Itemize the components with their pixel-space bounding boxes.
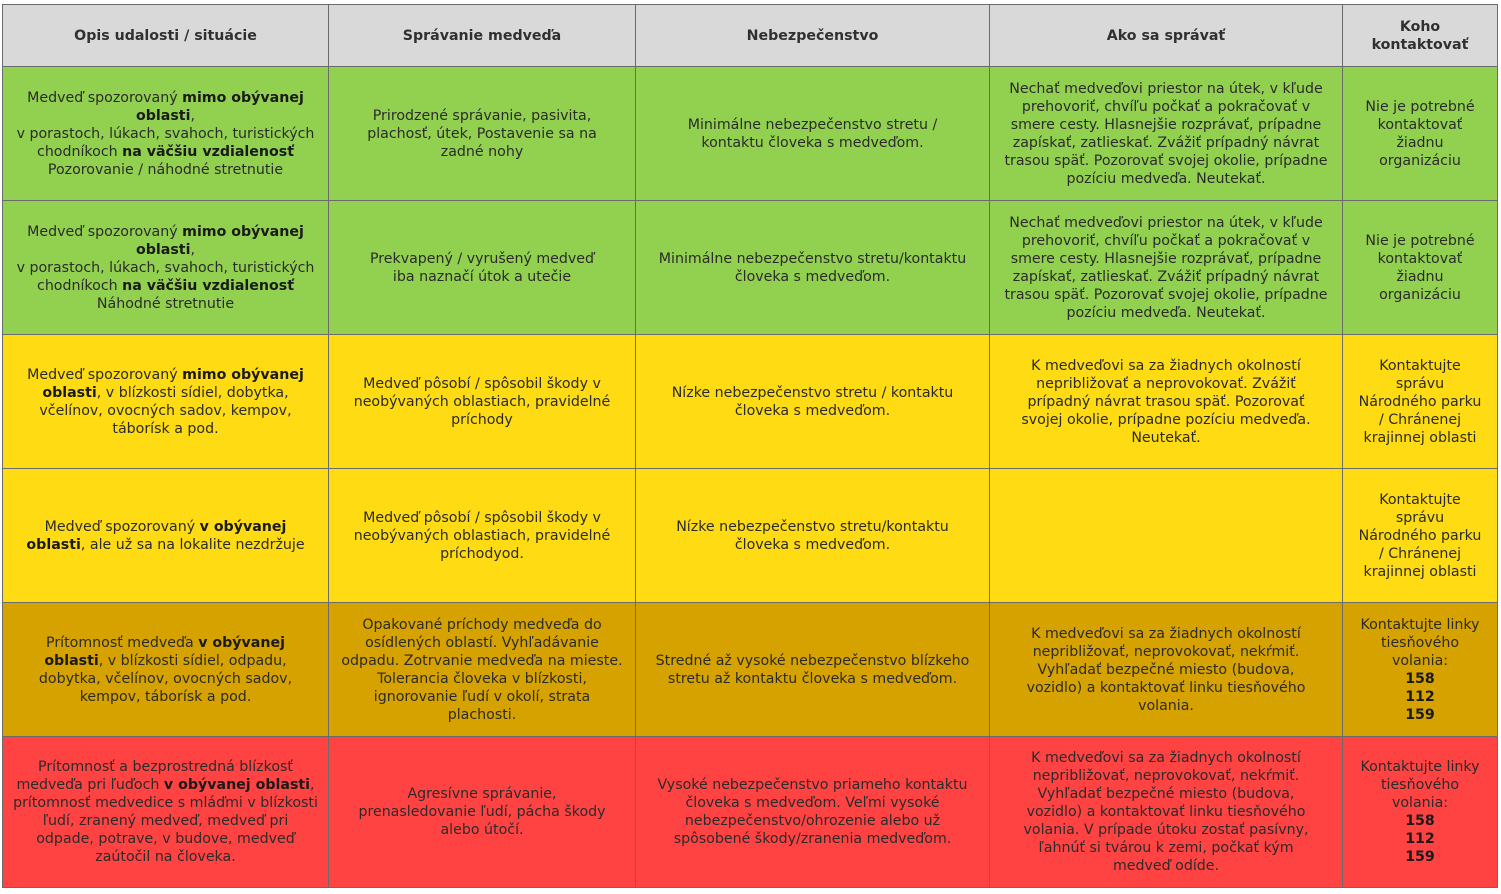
situation-text: Medveď spozorovaný (27, 366, 183, 383)
situation-text: v porastoch, lúkach, svahoch, turistických chodníkoch (16, 259, 315, 294)
header-behavior: Správanie medveďa (329, 5, 636, 67)
behavior-cell: Medveď pôsobí / spôsobil škody v neobývaných oblastiach, pravidelné príchodyod. (329, 469, 636, 603)
situation-text: v porastoch, lúkach, svahoch, turistických chodníkoch (16, 125, 315, 160)
emergency-number: 158 (1405, 670, 1435, 687)
emergency-number: 158 (1405, 813, 1435, 829)
header-contact: Koho kontaktovať (1343, 5, 1498, 67)
situation-text: Medveď spozorovaný (27, 223, 183, 240)
situation-text: Medveď spozorovaný (44, 518, 200, 535)
situation-emphasis: mimo obývanej oblasti (136, 89, 304, 124)
situation-text: , v blízkosti sídiel, dobytka, včelínov, ovocných sadov, kempov, táborísk a pod. (39, 384, 292, 437)
advice-cell: Nechať medveďovi priestor na útek, v kľude prehovoriť, chvíľu počkať a pokračovať v smere cesty. Hlasnejšie rozprávať, prípadne zapískať, zatlieskať. Zvážiť prípadný návrat trasou späť. Pozorovať svojej okolie, prípadne pozíciu medveďa. Neutekať. (990, 67, 1343, 201)
situation-emphasis: mimo obývanej oblasti (42, 366, 304, 401)
situation-emphasis: v obývanej oblasti (44, 634, 285, 669)
situation-cell (3, 67, 329, 201)
advice-cell: K medveďovi sa za žiadnych okolností nepribližovať a neprovokovať. Zvážiť prípadný návrat trasou späť. Pozorovať svojej okolie, prípadne pozíciu medveďa. Neutekať. (990, 335, 1343, 469)
table-row (3, 335, 1498, 469)
situation-text: , ale už sa na lokalite nezdržuje (80, 536, 305, 553)
contact-text: Kontaktujte linky tiesňového volania: (1360, 759, 1480, 811)
situation-text: Náhodné stretnutie (96, 295, 235, 312)
situation-emphasis: v obývanej oblasti (26, 518, 287, 553)
advice-cell (990, 469, 1343, 603)
advice-cell: K medveďovi sa za žiadnych okolností nepribližovať, neprovokovať, nekŕmiť. Vyhľadať bezpečné miesto (budova, vozidlo) a kontaktovať linku tiesňového volania. (990, 603, 1343, 737)
situation-text: , prítomnosť medvedice s mláďmi v blízkosti ľudí, zranený medveď, medveď pri odpade, potrave, v budove, medveď zaútočil na človeka. (13, 777, 318, 865)
table-row (3, 469, 1498, 603)
emergency-number: 112 (1405, 688, 1435, 705)
emergency-number: 112 (1405, 831, 1435, 847)
situation-cell (3, 469, 329, 603)
table-row (3, 737, 1498, 888)
advice-cell: Nechať medveďovi priestor na útek, v kľude prehovoriť, chvíľu počkať a pokračovať v smere cesty. Hlasnejšie rozprávať, prípadne zapískať, zatlieskať. Zvážiť prípadný návrat trasou späť. Pozorovať svojej okolie, prípadne pozíciu medveďa. Neutekať. (990, 201, 1343, 335)
danger-cell: Vysoké nebezpečenstvo priameho kontaktu človeka s medveďom. Veľmi vysoké nebezpečenstvo/ohrozenie alebo už spôsobené škody/zranenia medveďom. (636, 737, 990, 888)
situation-cell (3, 201, 329, 335)
situation-text: Prítomnosť medveďa (46, 634, 199, 651)
situation-text: Medveď spozorovaný (27, 89, 183, 106)
behavior-cell: Opakované príchody medveďa do osídlených oblastí. Vyhľadávanie odpadu. Zotrvanie medveďa na mieste. Tolerancia človeka v blízkosti, ignorovanie ľudí v okolí, strata plachosti. (329, 603, 636, 737)
contact-text: Kontaktujte linky tiesňového volania: (1360, 616, 1480, 669)
behavior-cell: Prekvapený / vyrušený medveď iba naznačí útok a utečie (329, 201, 636, 335)
emergency-number: 159 (1405, 849, 1435, 865)
situation-text: , v blízkosti sídiel, odpadu, dobytka, včelínov, ovocných sadov, kempov, táborísk a pod. (38, 652, 293, 705)
contact-cell: Nie je potrebné kontaktovať žiadnu organizáciu (1343, 67, 1498, 201)
emergency-number: 159 (1405, 706, 1435, 723)
danger-cell: Minimálne nebezpečenstvo stretu/kontaktu človeka s medveďom. (636, 201, 990, 335)
table-header-row (3, 5, 1498, 67)
situation-text: Pozorovanie / náhodné stretnutie (47, 161, 284, 178)
situation-cell (3, 737, 329, 888)
situation-text: , (190, 107, 195, 124)
contact-cell (1343, 737, 1498, 888)
bear-situation-table (2, 4, 1498, 888)
table-row (3, 603, 1498, 737)
situation-text: , (190, 241, 195, 258)
situation-text: Prítomnosť a bezprostredná blízkosť medveďa pri ľuďoch (16, 759, 293, 793)
danger-cell: Stredné až vysoké nebezpečenstvo blízkeho stretu až kontaktu človeka s medveďom. (636, 603, 990, 737)
table-row (3, 67, 1498, 201)
danger-cell: Nízke nebezpečenstvo stretu/kontaktu človeka s medveďom. (636, 469, 990, 603)
behavior-cell: Medveď pôsobí / spôsobil škody v neobývaných oblastiach, pravidelné príchody (329, 335, 636, 469)
contact-cell (1343, 603, 1498, 737)
danger-cell: Nízke nebezpečenstvo stretu / kontaktu človeka s medveďom. (636, 335, 990, 469)
behavior-cell: Agresívne správanie, prenasledovanie ľudí, pácha škody alebo útočí. (329, 737, 636, 888)
situation-emphasis: na väčšiu vzdialenosť (122, 277, 294, 294)
danger-cell: Minimálne nebezpečenstvo stretu / kontaktu človeka s medveďom. (636, 67, 990, 201)
behavior-cell: Prirodzené správanie, pasivita, plachosť, útek, Postavenie sa na zadné nohy (329, 67, 636, 201)
table-row (3, 201, 1498, 335)
situation-cell (3, 335, 329, 469)
header-advice: Ako sa správať (990, 5, 1343, 67)
situation-emphasis: mimo obývanej oblasti (136, 223, 304, 258)
situation-emphasis: na väčšiu vzdialenosť (122, 143, 294, 160)
situation-cell (3, 603, 329, 737)
header-danger: Nebezpečenstvo (636, 5, 990, 67)
advice-cell: K medveďovi sa za žiadnych okolností nepribližovať, neprovokovať, nekŕmiť. Vyhľadať bezpečné miesto (budova, vozidlo) a kontaktovať linku tiesňového volania. V prípade útoku zostať pasívny, ľahnúť si tvárou k zemi, počkať kým medveď odíde. (990, 737, 1343, 888)
header-situation: Opis udalosti / situácie (3, 5, 329, 67)
situation-emphasis: v obývanej oblasti (163, 777, 311, 793)
contact-cell: Kontaktujte správu Národného parku / Chránenej krajinnej oblasti (1343, 335, 1498, 469)
contact-cell: Kontaktujte správu Národného parku / Chránenej krajinnej oblasti (1343, 469, 1498, 603)
contact-cell: Nie je potrebné kontaktovať žiadnu organizáciu (1343, 201, 1498, 335)
